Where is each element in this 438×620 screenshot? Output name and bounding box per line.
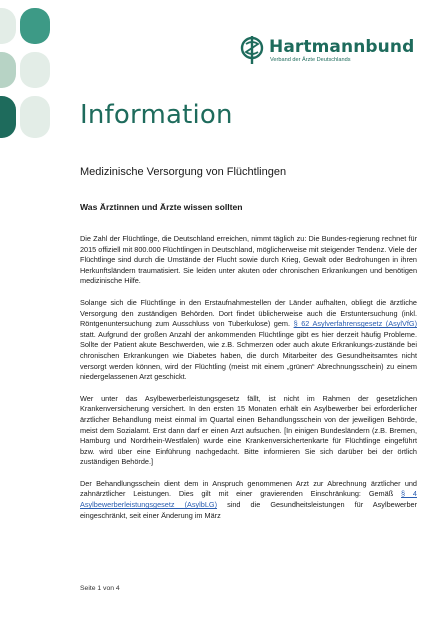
document-title: Medizinische Versorgung von Flüchtlingen: [80, 166, 287, 178]
brand-tagline: Verband der Ärzte Deutschlands: [270, 57, 351, 63]
caduceus-icon: [240, 36, 264, 64]
asylvfg-link[interactable]: § 62 Asylverfahrensgesetz (AsylVfG): [293, 319, 417, 329]
paragraph-4-text-after: sind die Gesundheitsleistungen für Asylbewerber eingeschränkt, seit einer Änderung im März: [80, 500, 418, 520]
corner-decoration: [0, 0, 60, 150]
deco-shape-1: [0, 8, 16, 44]
page-heading: Information: [80, 100, 233, 130]
page-number: Seite 1 von 4: [80, 585, 120, 592]
asylblg-link[interactable]: § 4 Asylbewerberleistungsgesetz (AsylbLG): [80, 489, 417, 510]
paragraph-2-text-before: Solange sich die Flüchtlinge in den Erstaufnahmestellen der Länder aufhalten, obliegt die ärztliche Versorgung den zuständigen Behörden. Dort findet üblicherweise auch die Erstuntersuchung (inkl. Röntgenuntersuchung zum Ausschluss von Tuberkulose) gem.: [80, 297, 417, 329]
document-body: [80, 234, 417, 532]
deco-shape-4: [20, 8, 50, 44]
deco-shape-2: [0, 52, 16, 88]
paragraph-3: Wer unter das Asylbewerberleistungsgesetz fällt, ist nicht im Rahmen der gesetzlichen Krankenversicherung versichert. In den ersten 15 Monaten erhält ein Asylbewerber bei erforderlicher ärztlicher Behandlung meist einmal im Quartal einen Behandlungsschein von der jeweiligen Behörde, meist dem Sozialamt. Erst dann darf er einen Arzt aufsuchen. [In einigen Bundesländern (z.B. Bremen, Hamburg und Nordrhein-Westfalen) wurde eine Krankenversichertenkarte für Flüchtlinge eingeführt bzw. wird über eine Einführung nachgedacht. Bitte informieren Sie sich darüber bei der örtlich zuständigen Behörde.]: [80, 393, 417, 467]
deco-shape-5: [20, 52, 50, 88]
paragraph-2-text-after: statt. Aufgrund der großen Anzahl der ankommenden Flüchtlinge gibt es hier derzeit häufig Probleme. Sollte der Patient akute Beschwerden, wie z.B. Schmerzen oder auch akute Erkrankungs-zustände bei chronischen Erkrankungen wie Diabetes haben, die durch Mitarbeiter des Gesundheitsamtes nicht versorgt werden können, wird der Flüchtling (meist mit einem „grünen“ Abrechnungsschein) zu einem niedergelassenen Arzt geschickt.: [80, 329, 417, 382]
brand-name: Hartmannbund: [269, 37, 415, 57]
deco-shape-3: [0, 96, 16, 138]
paragraph-4: [80, 479, 417, 521]
brand-logo: [240, 36, 430, 70]
document-subtitle: Was Ärztinnen und Ärzte wissen sollten: [80, 202, 243, 212]
paragraph-2: [80, 298, 417, 383]
paragraph-4-text-before: Der Behandlungsschein dient dem in Anspruch genommenen Arzt zur Abrechnung ärztlicher und zahnärztlicher Leistungen. Dies gilt mit einer gravierenden Einschränkung: Gemäß: [80, 478, 417, 499]
deco-shape-6: [20, 96, 50, 138]
paragraph-1: Die Zahl der Flüchtlinge, die Deutschland erreichen, nimmt täglich zu: Die Bundes-regierung rechnet für 2015 offiziell mit 800.000 Flüchtlingen in Deutschland, möglicherweise mit steigender Tendenz. Viele der Flüchtlinge sind durch die Umstände der Flucht sowie durch Krieg, Gewalt oder Bedrohungen in ihren Herkunftsländern traumatisiert. Sie leiden unter akuten oder chronischen Erkrankungen und benötigen medizinische Hilfe.: [80, 234, 417, 286]
